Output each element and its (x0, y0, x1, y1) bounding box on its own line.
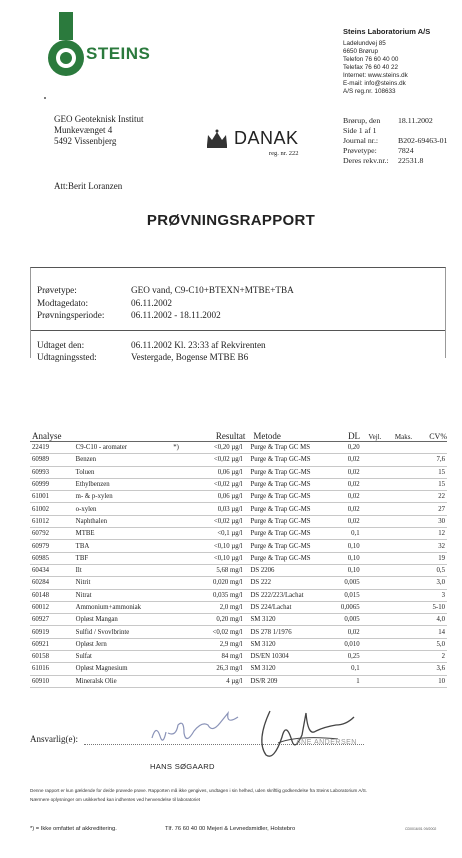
cell-mark: *) (173, 444, 179, 452)
cell-dl: 0,02 (347, 493, 360, 501)
lab-address-line: Ladelundvej 85 (343, 40, 386, 47)
cell-name (76, 469, 183, 476)
table-header (30, 426, 447, 442)
lab-address-line: A/S reg.nr. 108633 (343, 88, 396, 95)
cell-code: 60927 (32, 616, 49, 624)
accreditation-footnote: *) = Ikke omfattet af akkreditering. (30, 826, 117, 832)
col-cv: CV% (429, 432, 447, 441)
meta-row (343, 146, 461, 156)
info-value: 06.11.2002 - 18.11.2002 (131, 310, 221, 320)
cell-method: Purge & Trap GC-MS (250, 468, 311, 476)
cell-code: 22419 (32, 444, 49, 452)
cell-method: DS 224/Lachat (250, 604, 292, 611)
cell-result: 2,0 mg/l (219, 604, 243, 611)
cell-cv: 0,5 (436, 567, 445, 575)
cell-code: 60989 (32, 456, 49, 464)
cell-dl: 0,02 (347, 628, 360, 636)
table-row (30, 577, 447, 589)
meta-row (343, 156, 461, 166)
cell-result: <0,02 µg/l (213, 481, 243, 489)
cell-name (76, 481, 183, 488)
disclaimer-line: Nærmere oplysninger om usikkerhed kan indhentes ved henvendelse til laboratoriet (30, 797, 201, 802)
cell-result: 0,06 µg/l (217, 468, 243, 476)
cell-method: DS 222 (250, 579, 272, 587)
danak-logo (205, 128, 299, 157)
cell-method: SM 3120 (250, 640, 276, 648)
cell-code: 60993 (32, 468, 49, 476)
cell-method: Purge & Trap GC-MS (250, 456, 311, 464)
info-label: Udtaget den: (37, 339, 85, 350)
table-row (30, 639, 447, 651)
cell-dl: 0,005 (344, 616, 360, 624)
cell-dl: 0,10 (347, 554, 360, 562)
info-row (37, 339, 445, 352)
cell-dl: 0,10 (347, 567, 360, 575)
table-row (30, 454, 447, 466)
cell-result: 26,3 mg/l (216, 665, 243, 673)
cell-name-text: MTBE (75, 530, 95, 538)
col-maks: Maks. (394, 433, 413, 441)
meta-value: 18.11.2002 (398, 116, 433, 125)
cell-name (76, 530, 183, 537)
danak-reg: reg. nr. 222 (268, 150, 299, 157)
cell-dl: 0,015 (344, 591, 360, 599)
cell-code: 61016 (32, 665, 49, 673)
cell-method: DS/R 209 (250, 677, 278, 685)
cell-result: 0,03 µg/l (217, 505, 243, 513)
table-row (30, 503, 447, 515)
sample-info-box (30, 267, 446, 362)
table-row (30, 540, 447, 552)
cell-name-text: Mineralsk Olie (75, 677, 117, 685)
cell-cv: 3 (441, 591, 445, 599)
cell-cv: 3,0 (436, 579, 445, 587)
meta-value: 22531.8 (398, 156, 424, 165)
cell-name (76, 665, 183, 672)
table-row (30, 565, 447, 577)
info-row (37, 351, 445, 364)
cell-cv: 27 (438, 505, 445, 513)
cell-result: 0,020 mg/l (212, 579, 243, 587)
cell-result: <0,10 µg/l (213, 542, 243, 550)
recipient-line: GEO Geoteknisk Institut (54, 114, 144, 124)
info-label: Prøvetype: (37, 285, 77, 295)
cell-code: 60792 (32, 530, 49, 538)
cell-dl: 0,010 (344, 640, 360, 648)
danak-name: DANAK (234, 128, 299, 148)
cell-name-text: Toluen (75, 468, 95, 476)
table-row (30, 590, 447, 602)
cell-dl: 0,005 (344, 579, 360, 587)
cell-method: DS 2206 (250, 567, 275, 575)
cell-result: 5,68 mg/l (216, 567, 243, 575)
attention-line: Att:Berit Loranzen (54, 181, 123, 191)
cell-name (76, 616, 183, 623)
cell-name (76, 543, 183, 550)
cell-dl: 0,1 (351, 665, 360, 673)
cell-method: Purge & Trap GC-MS (250, 517, 311, 525)
cell-result: 4 µg/l (226, 677, 243, 685)
cell-name (76, 444, 183, 451)
cell-cv: 4,0 (436, 616, 445, 624)
cell-method: Purge & Trap GC-MS (250, 481, 311, 489)
meta-label: Deres rekv.nr.: (343, 156, 389, 165)
cell-name (76, 518, 183, 525)
cell-name-text: o-xylen (75, 505, 97, 513)
disclaimer (30, 786, 450, 804)
col-vejl: Vejl. (368, 433, 382, 441)
cell-cv: 15 (438, 468, 445, 476)
cell-method: Purge & Trap GC-MS (250, 554, 311, 562)
cell-name-text: m- & p-xylen (75, 493, 113, 501)
cell-cv: 15 (438, 481, 445, 489)
mark-dot (44, 97, 46, 99)
cell-name-text: Nitrit (75, 579, 91, 587)
disclaimer-line: Denne rapport er kun gældende for de/de prøvede prøve. Rapporten må ikke gengives, undtagen i sin helhed, uden skriftlig godkendelse fra Steins Laboratorium A/S. (30, 788, 368, 793)
lab-address-line: Telefon 76 60 40 00 (343, 56, 399, 63)
cell-dl: 0,02 (347, 517, 360, 525)
col-dl: DL (348, 431, 361, 441)
lab-name: Steins Laboratorium A/S (343, 27, 431, 36)
col-analyse: Analyse (32, 431, 62, 441)
meta-row (343, 116, 461, 126)
cell-method: DS 278 1/1976 (250, 628, 292, 636)
cell-cv: 22 (438, 493, 445, 501)
cell-result: <0,20 µg/l (213, 444, 243, 452)
lab-address-line: 6650 Brørup (343, 48, 379, 55)
cell-dl: 0,02 (347, 468, 360, 476)
cell-code: 61002 (32, 505, 49, 513)
cell-result: <0,02 mg/l (212, 628, 243, 636)
info-label: Modtagedato: (37, 297, 89, 308)
cell-name-text: Opløst Mangan (75, 616, 118, 624)
cell-result: 0,06 µg/l (217, 493, 243, 501)
cell-method: Purge & Trap GC-MS (250, 493, 311, 501)
cell-name-text: Opløst Jern (75, 640, 107, 648)
cell-method: Purge & Trap GC MS (250, 444, 310, 452)
cell-name-text: Sulfat (75, 653, 92, 661)
cell-result: 0,035 mg/l (212, 591, 243, 599)
cell-code: 60434 (32, 567, 49, 575)
cell-code: 60985 (32, 554, 49, 562)
cell-name (76, 653, 183, 660)
cell-name (76, 629, 183, 636)
lab-address (343, 28, 458, 96)
meta-label: Side 1 af 1 (343, 126, 377, 135)
table-row (30, 602, 447, 614)
cell-code: 60910 (32, 677, 49, 685)
cell-name (76, 641, 183, 648)
cell-cv: 2 (441, 653, 445, 661)
cell-name-text: TBF (75, 554, 89, 562)
cell-dl: 0,0065 (340, 604, 360, 611)
cell-code: 60919 (32, 628, 49, 636)
cell-method: DS 222/223/Lachat (250, 591, 304, 599)
cell-dl: 0,1 (351, 530, 360, 538)
cell-method: Purge & Trap GC-MS (250, 530, 311, 538)
cell-dl: 0,02 (347, 481, 360, 489)
info-value: 06.11.2002 (131, 297, 173, 308)
cell-name (76, 493, 183, 500)
cell-result: 2,9 mg/l (219, 640, 243, 648)
signature-stamp: ANE ANDERSEN (296, 739, 357, 746)
cell-name (76, 592, 183, 599)
recipient-line: 5492 Vissenbjerg (54, 136, 117, 146)
cell-result: <0,02 µg/l (213, 456, 243, 464)
info-row (37, 309, 445, 322)
table-row (30, 528, 447, 540)
cell-name-text: Nitrat (75, 591, 92, 599)
meta-label: Prøvetype: (343, 146, 377, 155)
lab-address-line: Internet: www.steins.dk (343, 72, 408, 79)
cell-dl: 1 (356, 677, 360, 685)
cell-code: 61012 (32, 517, 49, 525)
info-label: Prøvningsperiode: (37, 310, 105, 320)
cell-result: <0,1 µg/l (217, 530, 243, 538)
cell-name-text: Benzen (75, 456, 97, 464)
col-metode: Metode (253, 431, 281, 441)
cell-name-text: Ammonium+ammoniak (75, 604, 142, 611)
cell-cv: 5,0 (436, 640, 445, 648)
meta-value: 7824 (398, 146, 414, 155)
cell-name (76, 567, 183, 574)
table-row (30, 626, 447, 638)
cell-code: 60148 (32, 591, 49, 599)
lab-address-line: E-mail: info@steins.dk (343, 80, 406, 87)
table-row (30, 467, 447, 479)
cell-cv: 5-10 (432, 604, 445, 611)
cell-dl: 0,10 (347, 542, 360, 550)
info-row (37, 297, 445, 310)
cell-name-text: C9-C10 - aromater (75, 444, 128, 452)
recipient-line: Munkevænget 4 (54, 125, 113, 135)
cell-name (76, 456, 183, 463)
table-row (30, 442, 447, 454)
cell-method: DS/EN 10304 (250, 653, 289, 661)
cell-name-text: TBA (75, 542, 90, 550)
cell-code: 60284 (32, 579, 49, 587)
steins-flask-logo-icon (48, 12, 84, 84)
info-value: 06.11.2002 Kl. 23:33 af Rekvirenten (131, 339, 266, 350)
cell-name-text: Ilt (75, 567, 82, 575)
handwritten-signatures (150, 703, 360, 763)
info-row (37, 284, 445, 297)
brand-name: STEINS (86, 44, 151, 63)
cell-code: 60979 (32, 542, 49, 550)
meta-label: Brørup, den (343, 116, 381, 125)
cell-name (76, 604, 183, 611)
cell-cv: 30 (438, 517, 445, 525)
meta-row (343, 136, 461, 146)
cell-cv: 19 (438, 554, 445, 562)
table-row (30, 491, 447, 503)
cell-name-text: Opløst Magnesium (75, 665, 128, 673)
meta-label: Journal nr.: (343, 136, 379, 145)
cell-result: <0,02 µg/l (213, 517, 243, 525)
cell-name-text: Naphthalen (75, 517, 108, 525)
info-value: Vestergade, Bogense MTBE B6 (131, 352, 249, 362)
cell-cv: 12 (438, 530, 445, 538)
cell-method: Purge & Trap GC-MS (250, 542, 311, 550)
results-table (30, 426, 447, 688)
table-row (30, 553, 447, 565)
table-row (30, 676, 447, 688)
cell-dl: 0,02 (347, 456, 360, 464)
cell-cv: 14 (438, 628, 445, 636)
cell-result: 0,20 mg/l (216, 616, 243, 624)
cell-cv: 32 (438, 542, 445, 550)
col-resultat: Resultat (215, 431, 246, 441)
cell-code: 60012 (32, 604, 49, 611)
recipient-address (54, 114, 144, 147)
meta-row (343, 126, 461, 136)
cell-dl: 0,02 (347, 505, 360, 513)
cell-method: Purge & Trap GC-MS (250, 505, 311, 513)
cell-code: 60158 (32, 653, 49, 661)
crown-icon (205, 129, 229, 149)
table-row (30, 614, 447, 626)
document-code: CD0016/01 09/2002 (405, 827, 437, 831)
meta-value: B202-69463-01 (398, 136, 448, 145)
table-row (30, 516, 447, 528)
info-label: Udtagningssted: (37, 352, 97, 362)
cell-code: 60999 (32, 481, 49, 489)
cell-dl: 0,20 (347, 444, 360, 452)
cell-code: 61001 (32, 493, 49, 501)
cell-dl: 0,25 (347, 653, 360, 661)
report-meta (343, 116, 461, 166)
cell-name (76, 579, 183, 586)
cell-method: SM 3120 (250, 665, 276, 673)
cell-result: <0,10 µg/l (213, 554, 243, 562)
cell-name (76, 555, 183, 562)
cell-name (76, 678, 183, 685)
lab-address-line: Telefax 76 60 40 22 (343, 64, 398, 71)
cell-result: 84 mg/l (221, 653, 243, 661)
table-row (30, 651, 447, 663)
cell-name-text: Ethylbenzen (75, 481, 110, 489)
cell-cv: 7,6 (436, 456, 445, 464)
cell-cv: 3,6 (436, 665, 445, 673)
cell-name-text: Sulfid / Svovlbrinte (75, 628, 130, 636)
cell-cv: 10 (438, 677, 445, 685)
table-row (30, 479, 447, 491)
report-title: PRØVNINGSRAPPORT (146, 212, 316, 229)
footer-contact: Tlf. 76 60 40 00 Mejeri & Levnedsmidler, Holstebro (165, 826, 296, 832)
cell-code: 60921 (32, 640, 49, 648)
responsible-label: Ansvarlig(e): (30, 734, 78, 744)
signer-name: HANS SØGAARD (150, 762, 215, 771)
table-row (30, 663, 447, 675)
info-value: GEO vand, C9-C10+BTEXN+MTBE+TBA (131, 285, 294, 295)
cell-method: SM 3120 (250, 616, 276, 624)
cell-name (76, 506, 183, 513)
